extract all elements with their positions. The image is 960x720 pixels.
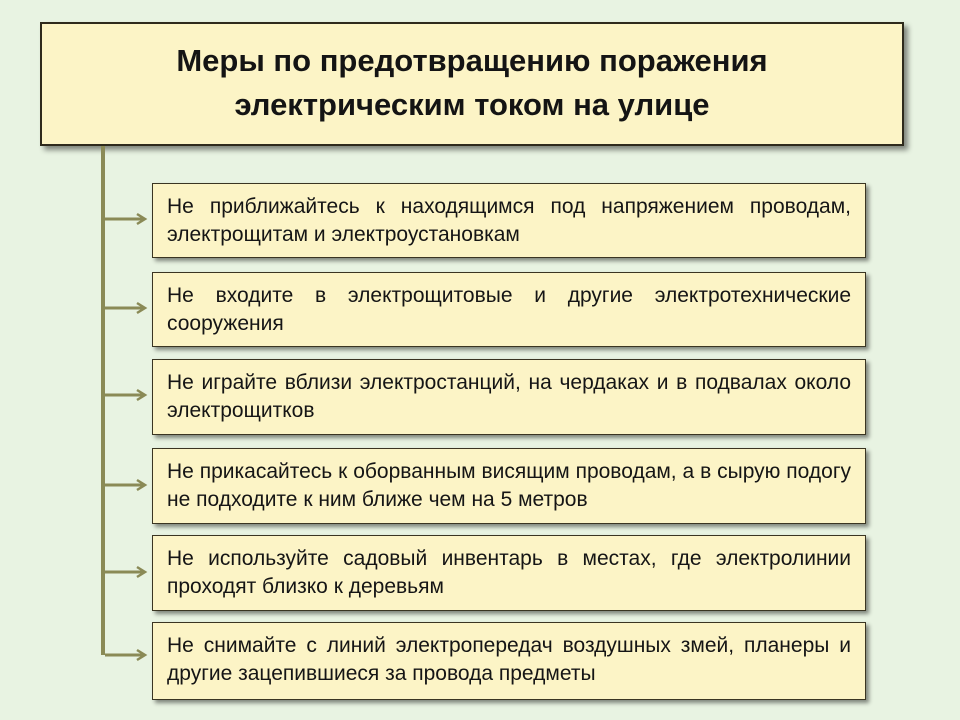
arrow-connector-4 <box>105 478 151 492</box>
measure-box-4 <box>152 448 866 524</box>
measure-box-2 <box>152 272 866 347</box>
measure-box-3 <box>152 359 866 435</box>
measure-text-6: Не снимайте с линий электропередач воздушных змей, планеры и другие зацепившиеся за провода предметы <box>167 634 851 685</box>
measure-box-1 <box>152 183 866 258</box>
diagram-title: Меры по предотвращению поражения электрическим током на улице <box>176 43 768 122</box>
title-box <box>40 22 904 146</box>
measure-text-1: Не приближайтесь к находящимся под напряжением проводам, электрощитам и электроустановкам <box>167 195 851 246</box>
measure-box-5 <box>152 535 866 611</box>
arrow-connector-3 <box>105 388 151 402</box>
measure-text-3: Не играйте вблизи электростанций, на чердаках и в подвалах около электрощитков <box>167 371 851 422</box>
arrow-connector-6 <box>105 648 151 662</box>
arrow-connector-2 <box>105 301 151 315</box>
measure-text-5: Не используйте садовый инвентарь в местах, где электролинии проходят близко к деревьям <box>167 547 851 598</box>
arrow-connector-1 <box>105 212 151 226</box>
measure-text-2: Не входите в электрощитовые и другие электротехнические сооружения <box>167 284 851 335</box>
arrow-connector-5 <box>105 565 151 579</box>
measure-text-4: Не прикасайтесь к оборванным висящим проводам, а в сырую подогу не подходите к ним ближе чем на 5 метров <box>167 460 851 511</box>
measure-box-6 <box>152 622 866 700</box>
